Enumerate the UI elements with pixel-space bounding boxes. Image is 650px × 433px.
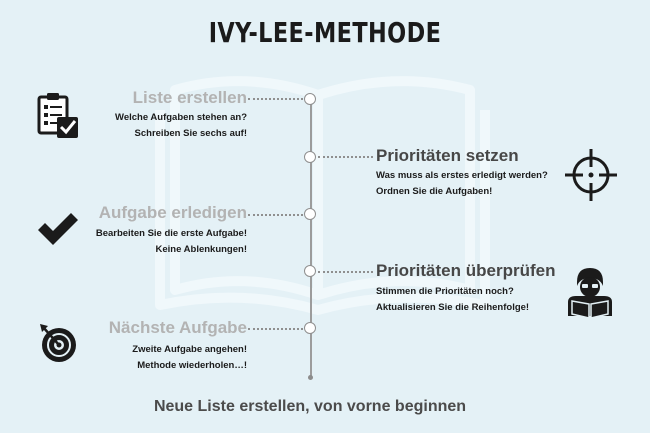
connector-4 [318,271,373,273]
checkmark-icon [36,212,80,248]
timeline-node-1 [304,93,316,105]
step-1-description [115,110,247,142]
page-title: IVY-LEE-METHODE [208,16,442,49]
step-1-line-2: Schreiben Sie sechs auf! [134,128,247,139]
connector-3 [248,214,303,216]
footer-text: Neue Liste erstellen, von vorne beginnen [153,398,467,415]
step-4-line-1: Stimmen die Prioritäten noch? [376,286,514,297]
timeline-node-2 [304,151,316,163]
connector-1 [248,98,303,100]
step-4-heading: Prioritäten überprüfen [376,261,556,280]
step-4-line-2: Aktualisieren Sie die Reihenfolge! [376,302,530,313]
step-5-description [132,342,247,374]
step-3-line-2: Keine Ablenkungen! [155,244,247,255]
step-1-heading: Liste erstellen [132,88,247,107]
clipboard-check-icon [36,92,82,140]
step-5-heading: Nächste Aufgabe [108,318,247,337]
crosshair-icon [564,148,618,202]
timeline-node-3 [304,208,316,220]
connector-5 [248,328,303,330]
timeline-line [310,100,312,377]
connector-2 [318,156,373,158]
step-3-description [96,226,247,258]
step-2-heading: Prioritäten setzen [376,146,519,165]
timeline-node-5 [304,322,316,334]
target-arrow-icon [38,322,80,364]
timeline-end-dot [308,375,313,380]
step-2-line-1: Was muss als erstes erledigt werden? [376,170,548,181]
timeline-node-4 [304,265,316,277]
person-reading-icon [564,266,616,320]
step-2-description [376,168,548,200]
step-5-line-2: Methode wiederholen…! [137,360,247,371]
step-1-line-1: Welche Aufgaben stehen an? [115,112,247,123]
step-2-line-2: Ordnen Sie die Aufgaben! [376,186,493,197]
step-3-heading: Aufgabe erledigen [98,203,247,222]
step-5-line-1: Zweite Aufgabe angehen! [132,344,247,355]
step-3-line-1: Bearbeiten Sie die erste Aufgabe! [95,228,247,239]
step-4-description [376,284,529,316]
